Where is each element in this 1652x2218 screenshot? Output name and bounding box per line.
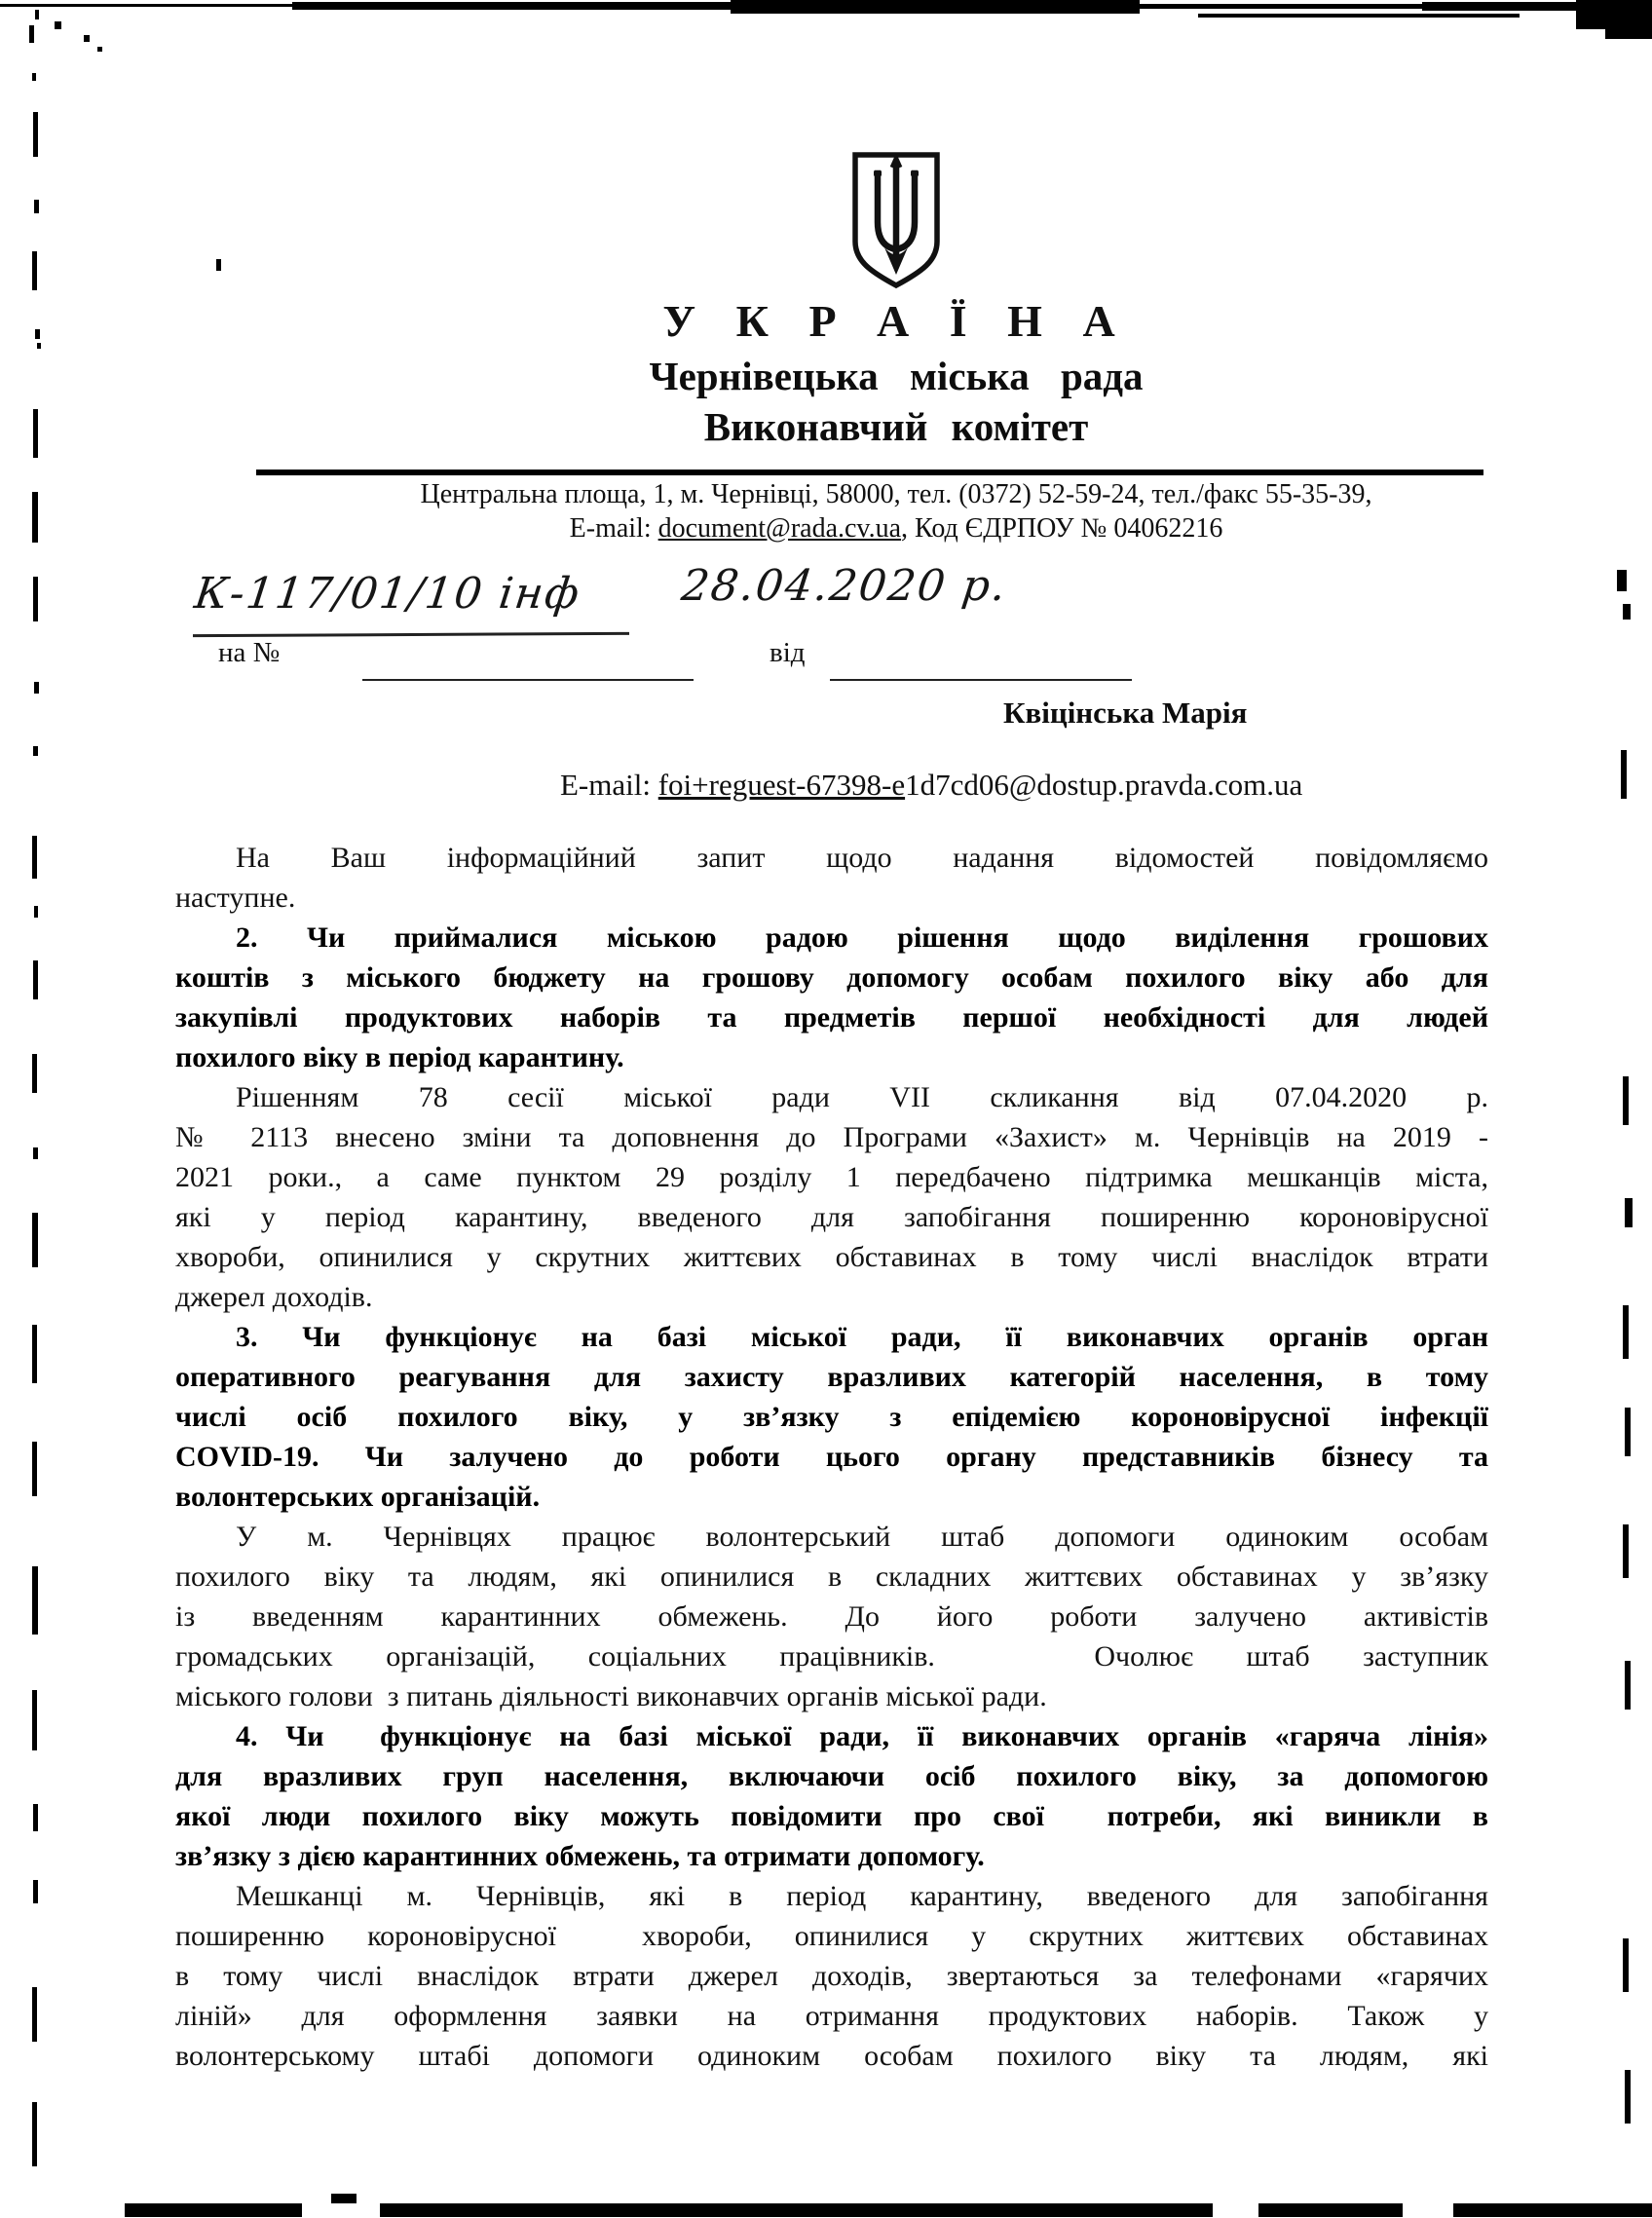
- scan-artifact: [1625, 2070, 1631, 2124]
- ukraine-trident-emblem-icon: [849, 152, 943, 288]
- scan-artifact: [731, 0, 1140, 14]
- scan-artifact: [125, 2203, 302, 2217]
- text-line: закупівлі продуктових наборів та предметів першої необхідності для людей: [175, 1001, 1488, 1034]
- text-line: ліній» для оформлення заявки на отримання продуктових наборів. Також у: [175, 2000, 1488, 2032]
- scan-artifact: [32, 1987, 37, 2042]
- email-label: E-mail:: [569, 513, 658, 544]
- text-line: COVID-19. Чи залучено до роботи цього органу представників бізнесу та: [175, 1441, 1488, 1473]
- recipient-email-underlined: foi+reguest-67398-e: [657, 768, 906, 802]
- scan-artifact: [1605, 29, 1652, 39]
- scan-artifact: [34, 906, 38, 918]
- text-line: зв’язку з дією карантинних обмежень, та отримати допомогу.: [175, 1840, 985, 1872]
- text-line: громадських організацій, соціальних працівників. Очолює штаб заступник: [175, 1640, 1488, 1673]
- text-line: для вразливих груп населення, включаючи осіб похилого віку, за допомогою: [175, 1760, 1488, 1792]
- organization-name: Чернівецька міська рада: [649, 354, 1144, 398]
- text-line: Рішенням 78 сесії міської ради VII скликання від 07.04.2020 р.: [236, 1081, 1488, 1113]
- recipient-email-line: [560, 768, 1302, 803]
- scan-artifact: [33, 960, 38, 999]
- scan-artifact: [331, 2194, 357, 2203]
- scan-artifact: [33, 112, 38, 157]
- text-line: оперативного реагування для захисту вразливих категорій населення, в тому: [175, 1361, 1488, 1393]
- body-paragraph-answer-3: [175, 1517, 1488, 1716]
- scan-artifact: [55, 21, 61, 29]
- body-paragraph-answer-4: [175, 1876, 1488, 2076]
- scan-artifact: [33, 577, 38, 621]
- text-line: 4. Чи функціонує на базі міської ради, її виконавчих органів «гаряча лінія»: [236, 1720, 1488, 1752]
- text-line: міського голови з питань діяльності виконавчих органів міської ради.: [175, 1680, 1047, 1712]
- scan-artifact: [1623, 1076, 1629, 1125]
- text-line: волонтерських організацій.: [175, 1481, 541, 1513]
- scan-artifact: [32, 1213, 38, 1267]
- scan-artifact: [34, 682, 39, 694]
- text-line: похилого віку в період карантину.: [175, 1041, 624, 1073]
- scan-artifact: [1623, 1305, 1629, 1359]
- scan-artifact: [1623, 1524, 1629, 1578]
- recipient-name: Квіцінська Марія: [1003, 695, 1248, 730]
- scan-artifact: [29, 25, 34, 43]
- text-line: наступне.: [175, 882, 296, 914]
- scan-artifact: [37, 343, 41, 349]
- scan-artifact: [35, 329, 40, 339]
- text-line: джерел доходів.: [175, 1281, 373, 1313]
- body-paragraph-answer-2: [175, 1077, 1488, 1317]
- email-label: E-mail:: [560, 768, 658, 802]
- body-paragraph-question-4: [175, 1716, 1488, 1876]
- scan-artifact: [1198, 14, 1520, 18]
- scan-artifact: [32, 1325, 37, 1383]
- scan-artifact: [32, 2102, 37, 2166]
- scan-artifact: [1625, 1198, 1633, 1227]
- scan-artifact: [32, 1566, 38, 1635]
- on-number-blank-line: [362, 679, 694, 681]
- text-line: похилого віку та людям, які опинилися в складних життєвих обставинах у зв’язку: [175, 1560, 1488, 1593]
- body-paragraph-intro: [175, 838, 1488, 918]
- scan-artifact: [32, 492, 38, 543]
- scan-artifact: [1623, 1938, 1629, 1992]
- text-line: числі осіб похилого віку, у зв’язку з епідемією короновірусної інфекції: [175, 1401, 1488, 1433]
- scan-artifact: [32, 251, 37, 290]
- text-line: якої люди похилого віку можуть повідомити про свої потреби, які виникли в: [175, 1800, 1488, 1832]
- scan-artifact: [1576, 0, 1652, 29]
- from-date-label: від: [770, 637, 806, 668]
- scan-artifact: [32, 836, 37, 879]
- handwritten-outgoing-number: К-117/01/10 інф: [191, 569, 584, 619]
- scan-artifact: [1625, 1661, 1631, 1710]
- body-paragraph-question-3: [175, 1317, 1488, 1517]
- text-line: 2. Чи приймалися міською радою рішення щодо виділення грошових: [236, 921, 1488, 954]
- scan-artifact: [1422, 2, 1578, 11]
- scan-artifact: [1625, 1408, 1631, 1456]
- from-date-blank-line: [830, 679, 1132, 681]
- text-line: коштів з міського бюджету на грошову допомогу особам похилого віку або для: [175, 961, 1488, 994]
- scan-artifact: [380, 2203, 1213, 2217]
- letterhead-email-line: [175, 513, 1617, 545]
- scan-artifact: [33, 1147, 38, 1159]
- scan-artifact: [292, 2, 735, 10]
- edrpou-code: , Код ЄДРПОУ № 04062216: [901, 513, 1223, 544]
- scan-artifact: [0, 4, 292, 7]
- text-line: із введенням карантинних обмежень. До його роботи залучено активістів: [175, 1600, 1488, 1633]
- text-line: У м. Чернівцях працює волонтерський штаб допомоги одиноким особам: [236, 1521, 1488, 1553]
- text-line: № 2113 внесено зміни та доповнення до Програми «Захист» м. Чернівців на 2019 -: [175, 1121, 1488, 1153]
- text-line: хвороби, опинилися у скрутних життєвих обставинах в тому числі внаслідок втрати: [175, 1241, 1488, 1273]
- letterhead-email-address: document@rada.cv.ua: [657, 513, 902, 544]
- organization-subname: Виконавчий комітет: [703, 404, 1089, 449]
- handwritten-date: 28.04.2020 р.: [678, 561, 1011, 611]
- scan-artifact: [97, 47, 102, 52]
- text-line: які у період карантину, введеного для запобігання поширенню короновірусної: [175, 1201, 1488, 1233]
- body-paragraph-question-2: [175, 918, 1488, 1077]
- text-line: 2021 роки., а саме пунктом 29 розділу 1 передбачено підтримка мешканців міста,: [175, 1161, 1488, 1193]
- scan-artifact: [34, 200, 39, 213]
- scan-artifact: [1617, 570, 1627, 591]
- text-line: волонтерському штабі допомоги одиноким особам похилого віку та людям, які: [175, 2040, 1488, 2072]
- scan-artifact: [84, 35, 90, 42]
- scan-artifact: [33, 746, 38, 756]
- scan-artifact: [33, 1804, 38, 1831]
- scan-artifact: [32, 1690, 37, 1750]
- scan-artifact: [1623, 604, 1631, 620]
- text-line: Мешканці м. Чернівців, які в період карантину, введеного для запобігання: [236, 1880, 1488, 1912]
- scan-artifact: [33, 1880, 38, 1903]
- text-line: На Ваш інформаційний запит щодо надання відомостей повідомляємо: [236, 842, 1488, 874]
- scan-artifact: [1453, 2203, 1652, 2217]
- country-title: У К Р А Ї Н А: [662, 296, 1130, 346]
- scan-artifact: [1138, 4, 1422, 9]
- scan-artifact: [35, 10, 39, 19]
- scan-artifact: [32, 1054, 37, 1093]
- scan-artifact: [216, 259, 221, 271]
- letterhead-divider: [256, 470, 1483, 475]
- text-line: в тому числі внаслідок втрати джерел доходів, звертаються за телефонами «гарячих: [175, 1960, 1488, 1992]
- scan-artifact: [32, 1442, 37, 1496]
- text-line: поширенню короновірусної хвороби, опинилися у скрутних життєвих обставинах: [175, 1920, 1488, 1952]
- scan-artifact: [1621, 750, 1627, 799]
- on-number-label: на №: [218, 637, 281, 668]
- scan-artifact: [33, 409, 38, 458]
- scan-artifact: [1258, 2203, 1403, 2217]
- coat-of-arms: [849, 152, 943, 289]
- letter-body: [175, 838, 1488, 2076]
- scan-artifact: [32, 73, 36, 81]
- recipient-email-rest: 1d7cd06@dostup.pravda.com.ua: [905, 768, 1303, 802]
- letterhead-address: Центральна площа, 1, м. Чернівці, 58000, тел. (0372) 52-59-24, тел./факс 55-35-39,: [420, 479, 1372, 509]
- text-line: 3. Чи функціонує на базі міської ради, її виконавчих органів орган: [236, 1321, 1488, 1353]
